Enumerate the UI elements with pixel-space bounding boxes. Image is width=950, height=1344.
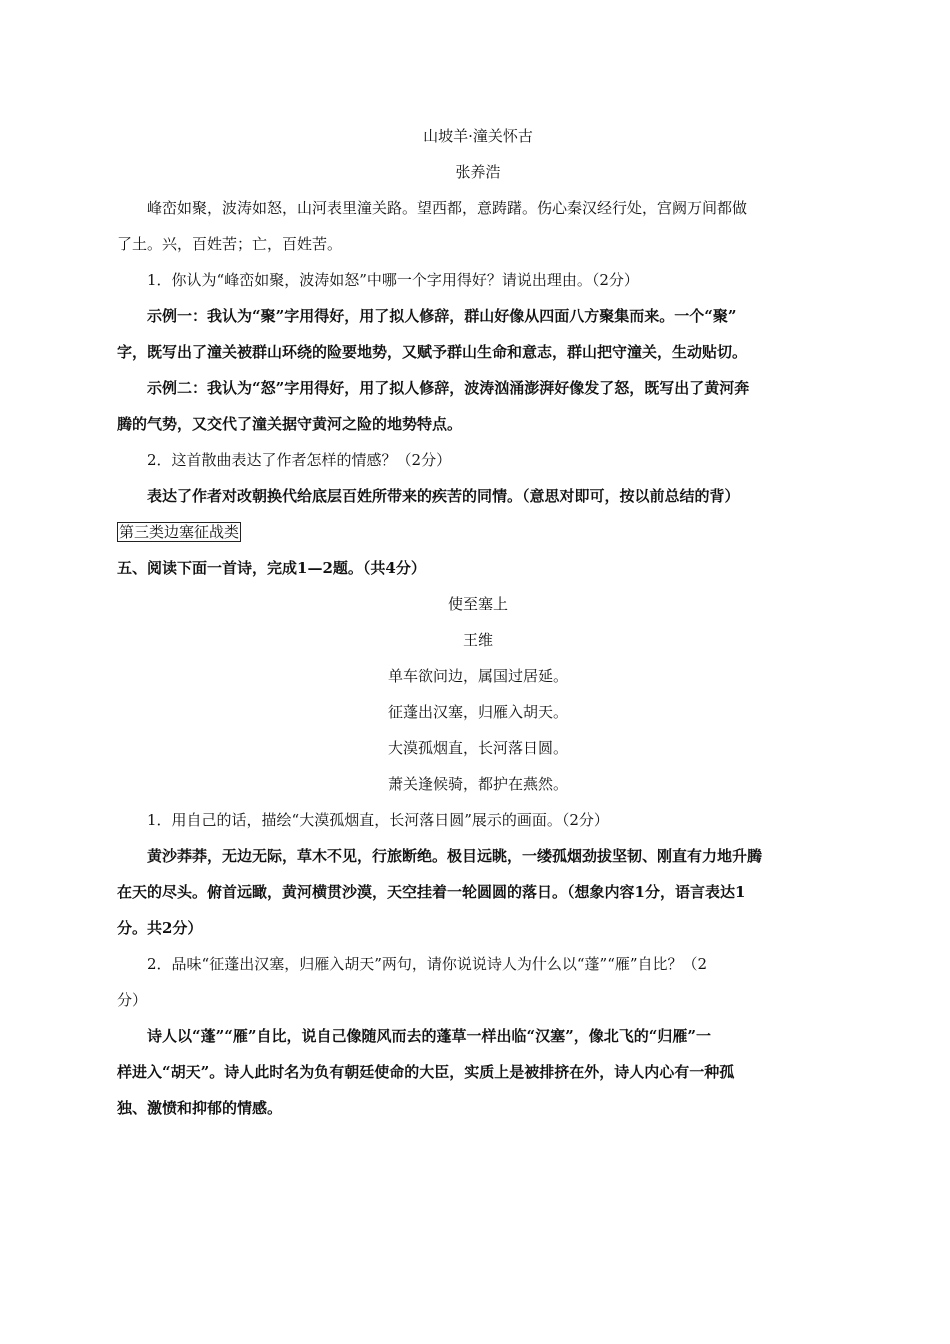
poem1-title: 山坡羊·潼关怀古 — [423, 127, 533, 145]
answer-line: 示例一：我认为“聚”字用得好，用了拟人修辞，群山好像从四面八方聚集而来。一个“聚” — [147, 307, 737, 325]
answer-line: 字，既写出了潼关被群山环绕的险要地势，又赋予群山生命和意志，群山把守潼关，生动贴切。 — [117, 343, 748, 361]
question-line: 2．品味“征蓬出汉塞，归雁入胡天”两句，请你说说诗人为什么以“蓬”“雁”自比？（2 — [147, 955, 708, 973]
document-page — [117, 118, 839, 1126]
poem2-verses — [117, 658, 839, 802]
answer-line: 分。共2分） — [117, 919, 203, 937]
poem2-question-2 — [117, 946, 839, 1018]
poem1-answer-2: 表达了作者对改朝换代给底层百姓所带来的疾苦的同情。（意思对即可，按以前总结的背） — [147, 487, 740, 505]
poem1-answer-1-example-2 — [117, 370, 839, 442]
poem1-question-2: 2．这首散曲表达了作者怎样的情感？（2分） — [147, 451, 452, 469]
poem1-author: 张养浩 — [455, 163, 501, 181]
poem1-text — [117, 190, 839, 262]
poem2-question-1: 1．用自己的话，描绘“大漠孤烟直，长河落日圆”展示的画面。（2分） — [147, 811, 609, 829]
section5-heading: 五、阅读下面一首诗，完成1—2题。（共4分） — [117, 559, 426, 577]
poem2-verse: 萧关逢候骑，都护在燕然。 — [387, 775, 568, 793]
answer-line: 腾的气势，又交代了潼关据守黄河之险的地势特点。 — [117, 415, 463, 433]
answer-line: 独、激愤和抑郁的情感。 — [117, 1099, 283, 1117]
poem1-answer-1-example-1 — [117, 298, 839, 370]
poem2-author: 王维 — [462, 631, 493, 649]
poem2-title: 使至塞上 — [447, 595, 508, 613]
poem1-text-line: 了土。兴，百姓苦；亡，百姓苦。 — [117, 235, 343, 253]
poem1-text-line: 峰峦如聚，波涛如怒，山河表里潼关路。望西都，意踌躇。伤心秦汉经行处，宫阙万间都做 — [147, 199, 748, 217]
poem2-verse: 征蓬出汉塞，归雁入胡天。 — [387, 703, 568, 721]
category-row — [117, 514, 839, 550]
answer-line: 示例二：我认为“怒”字用得好，用了拟人修辞，波涛汹涌澎湃好像发了怒，既写出了黄河奔 — [147, 379, 750, 397]
question-line: 分） — [117, 991, 148, 1009]
poem2-verse: 大漠孤烟直，长河落日圆。 — [387, 739, 568, 757]
category-label: 第三类边塞征战类 — [119, 523, 240, 541]
poem2-answer-2 — [117, 1018, 839, 1126]
answer-line: 诗人以“蓬”“雁”自比，说自己像随风而去的蓬草一样出临“汉塞”，像北飞的“归雁”一 — [147, 1027, 712, 1045]
poem2-answer-1 — [117, 838, 839, 946]
poem2-verse: 单车欲问边，属国过居延。 — [387, 667, 568, 685]
poem1-question-1: 1．你认为“峰峦如聚，波涛如怒”中哪一个字用得好？请说出理由。（2分） — [147, 271, 639, 289]
answer-line: 样进入“胡天”。诗人此时名为负有朝廷使命的大臣，实质上是被排挤在外，诗人内心有一种孤 — [117, 1063, 735, 1081]
answer-line: 在天的尽头。俯首远瞰，黄河横贯沙漠，天空挂着一轮圆圆的落日。（想象内容1分，语言表达1 — [117, 883, 746, 901]
answer-line: 黄沙莽莽，无边无际，草木不见，行旅断绝。极目远眺，一缕孤烟劲拔坚韧、刚直有力地升腾 — [147, 847, 763, 865]
